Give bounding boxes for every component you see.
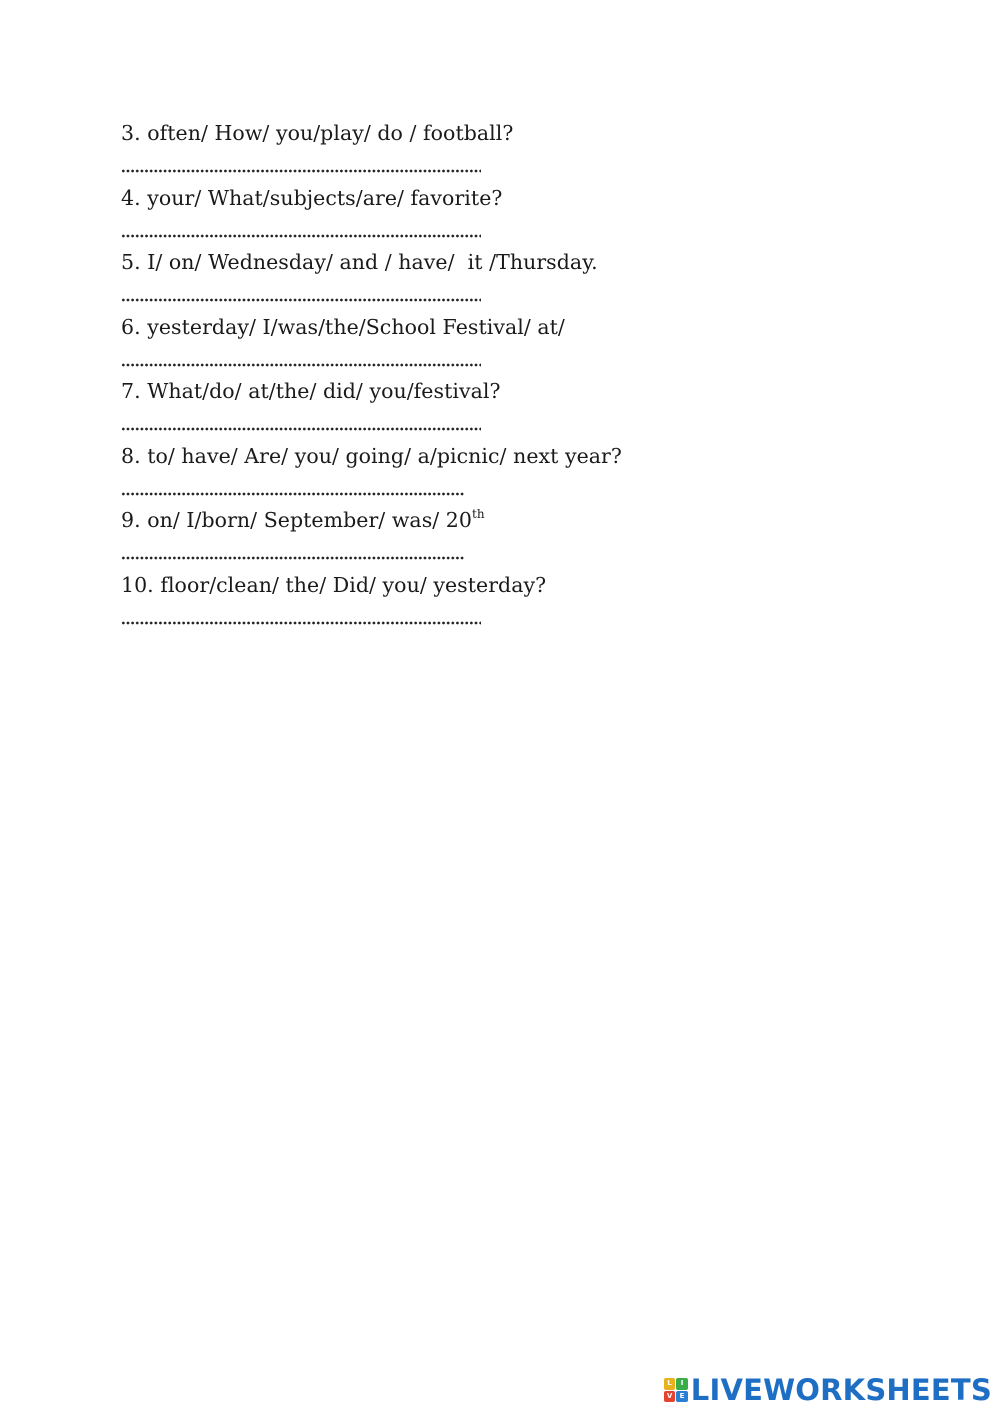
question-item xyxy=(121,441,881,506)
question-text: 3. often/ How/ you/play/ do / football? xyxy=(121,121,514,145)
logo-tile-i: I xyxy=(676,1378,688,1390)
logo-tile-l: L xyxy=(664,1378,676,1390)
question-item xyxy=(121,183,881,248)
question-text: 8. to/ have/ Are/ you/ going/ a/picnic/ next year? xyxy=(121,443,622,468)
logo-tile-v: V xyxy=(664,1391,676,1403)
question-text: 5. I/ on/ Wednesday/ and / have/ it /Thursday. xyxy=(121,250,598,274)
question-text: 9. on/ I/born/ September/ was/ 20th xyxy=(121,507,485,532)
brand-name: LIVEWORKSHEETS xyxy=(690,1373,992,1407)
liveworksheets-logo-icon xyxy=(664,1378,688,1402)
answer-field[interactable] xyxy=(121,151,481,173)
answer-field[interactable] xyxy=(121,280,481,302)
question-text: 4. your/ What/subjects/are/ favorite? xyxy=(121,185,503,210)
answer-field[interactable] xyxy=(121,409,481,431)
question-text: 6. yesterday/ I/was/the/School Festival/ at/ xyxy=(121,314,565,339)
answer-field[interactable] xyxy=(121,538,464,560)
question-item xyxy=(121,505,881,570)
question-text: 7. What/do/ at/the/ did/ you/festival? xyxy=(121,379,501,403)
answer-field[interactable] xyxy=(121,474,464,496)
answer-field[interactable] xyxy=(121,216,481,238)
question-item xyxy=(121,312,881,377)
worksheet xyxy=(121,118,881,634)
question-item xyxy=(121,376,881,441)
question-text: 10. floor/clean/ the/ Did/ you/ yesterday? xyxy=(121,572,547,597)
answer-field[interactable] xyxy=(121,345,481,367)
question-item xyxy=(121,570,881,635)
question-item xyxy=(121,118,881,183)
liveworksheets-brand xyxy=(664,1373,992,1407)
question-item xyxy=(121,247,881,312)
answer-field[interactable] xyxy=(121,603,481,625)
logo-tile-e: E xyxy=(676,1391,688,1403)
ordinal-suffix: th xyxy=(471,507,485,521)
